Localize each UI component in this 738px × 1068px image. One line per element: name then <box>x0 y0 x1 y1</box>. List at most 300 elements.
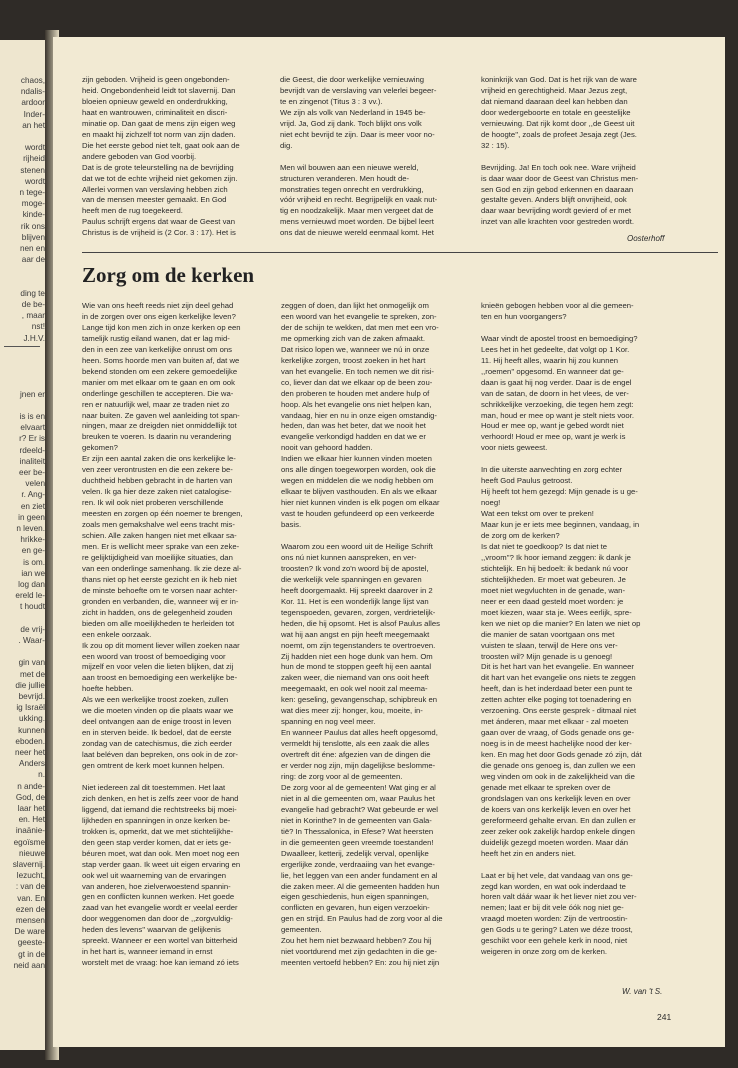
text-line: grondslagen van ons kerkelijk leven en over <box>481 793 631 803</box>
text-line: gen Gods u te gering? Laten we déze troost, <box>481 925 633 935</box>
text-line: troosten? Ik vond zo'n woord bij de apostel, <box>281 563 429 573</box>
facing-page-text-fragment: die jullie <box>15 680 45 690</box>
facing-page-text-fragment: geeste- <box>17 938 45 948</box>
facing-page-text-fragment: kunnen <box>18 725 45 735</box>
facing-page-text-fragment: en ziet <box>20 501 45 511</box>
text-line: elkaar te blijven vasthouden. En als we elkaar <box>281 487 437 497</box>
text-line: zeggen of doen, dan lijkt het onmogelijk om <box>281 301 429 310</box>
text-line <box>481 323 676 334</box>
text-line: schrikkelijke verzoeking, die tegen hem zegt: <box>481 399 634 409</box>
text-line: der de schijn te wekken, dat men met een vro- <box>281 322 439 332</box>
text-line: heeft, dan is het inderdaad beter een punt te <box>481 684 633 694</box>
facing-page-text-fragment: J.H.V. <box>23 333 45 343</box>
facing-page-text-fragment: is om. <box>23 557 45 567</box>
text-line: zeer zeker ook zakelijk hardop enkele dingen <box>481 826 635 836</box>
text-line: de zorg om de kerken? <box>481 531 560 541</box>
facing-page-text-fragment: n ande- <box>17 781 45 791</box>
facing-page-text-fragment: . Waar- <box>18 636 45 645</box>
text-line <box>281 531 476 542</box>
text-line: haat en wantrouwen, criminaliteit en discri- <box>82 107 228 117</box>
text-line: spanning en nog veel meer. <box>281 717 376 727</box>
text-line: die manier de satan voortgaan ons met <box>481 629 615 639</box>
main-article-signature: W. van 't S. <box>622 987 663 996</box>
text-line: weg vinden om ook in de zakelijkheid van die <box>481 771 635 781</box>
text-line: horen valt dáár waar ik het liever niet zou ver- <box>481 892 637 902</box>
text-line: dat niemand daaraan deel kan hebben dan <box>481 96 628 106</box>
text-line: Houd er mee op, want je gebed wordt niet <box>481 421 624 431</box>
text-line: door weggenomen dan door de ,,zorgvuldig- <box>82 914 233 924</box>
facing-page-text-fragment: nieuwe <box>19 848 45 858</box>
text-line: nemen; laat er bij dit vele óók nog niet ge- <box>481 903 624 913</box>
text-line: ken. En mag het door Gods genade zó zijn, dát <box>481 750 642 760</box>
facing-page-text-fragment: r? Er is <box>19 434 45 444</box>
text-line: dat we tot de echte vrijheid niet gekomen zijn. <box>82 173 238 183</box>
facing-page-text-fragment: jnen er <box>19 389 45 399</box>
facing-page-text-fragment: elvaart <box>20 423 45 433</box>
text-line <box>481 454 676 465</box>
text-line: Dit is het hart van het evangelie. En wanneer <box>481 662 634 672</box>
text-line: monstraties tegen onrecht en verdrukking, <box>280 184 424 194</box>
text-line: tig en noodzakelijk. Maar men vergeet dat de <box>280 206 434 216</box>
text-line: Men wil bouwen aan een nieuwe wereld, <box>280 162 419 172</box>
facing-page-text-fragment: en ge- <box>21 546 45 556</box>
text-line: inzet van alle krachten voor gestreden wordt. <box>481 217 634 227</box>
text-line: bevrijdt van de verslaving van velerlei begeer- <box>280 85 437 95</box>
text-line: duidelijk gezegd moeten worden. Maar dán <box>481 837 629 847</box>
text-line: door wedergeboorte en totale en geestelijke <box>481 107 631 117</box>
text-line: een woord van troost of bemoediging voor <box>82 651 226 661</box>
text-line: heeft God Paulus getroost. <box>481 476 573 486</box>
text-line: vermeldt hij tenslotte, als een zaak die alles <box>281 739 430 749</box>
facing-page-text-fragment: blijven <box>21 232 45 242</box>
text-line: meegemaakt, en ook wel nooit zal meema- <box>281 684 428 694</box>
text-line: onderlinge geschillen te accepteren. Die wa- <box>82 388 234 398</box>
text-line: van een onderlinge samenhang. Ik zie deze al- <box>82 563 242 573</box>
text-line: conflicten en gevaren, hun eigen verzoekin- <box>281 903 430 913</box>
facing-page-text-fragment: laar het <box>17 804 45 813</box>
text-line: Dat is de grote teleurstelling na de bevrijding <box>82 162 234 172</box>
text-line: Paulus schrijft ergens dat waar de Geest van <box>82 217 235 227</box>
article-title: Zorg om de kerken <box>82 263 255 287</box>
text-line: ook wel uit waarneming van de ervaringen <box>82 870 227 880</box>
text-line: ring: de zorg voor al de gemeenten. <box>281 771 403 781</box>
text-line: dig. <box>280 140 293 150</box>
text-line: gen en strijd. En Paulus had de zorg voor al die <box>281 914 443 924</box>
text-line: heeft het zin en anders niet. <box>481 848 576 858</box>
text-line: Ik zou op dit moment liever willen zoeken naar <box>82 640 240 650</box>
text-line: Hij heeft tot hem gezegd: Mijn genade is u ge- <box>481 487 638 497</box>
text-line: niet echt bevrijd te zijn. Daar is meer voor no- <box>280 129 435 139</box>
text-line: zaken weer, die niemand van ons ooit heeft <box>281 673 429 683</box>
facing-page-text-fragment: ding te <box>20 288 45 298</box>
facing-page-text-fragment: nen en <box>19 244 45 253</box>
text-line: heeft doorgemaakt. Hij spreekt daarover in 2 <box>281 585 433 595</box>
text-line: ken: geseling, gevangenschap, schipbreuk en <box>281 695 437 705</box>
text-line: Zij hadden niet een hoge dunk van hem. Om <box>281 651 433 661</box>
facing-page-text-fragment: r. Ang- <box>21 490 45 500</box>
text-line: sen God en zijn gebod erkennen en daaraan <box>481 184 634 194</box>
text-line: de minste behoefte om te vorsen naar achter- <box>82 585 238 595</box>
text-line: de hoogte'', zoals de profeet Jesaja zegt (Jes. <box>481 129 637 139</box>
text-line: heden des levens'' waarvan de gelijkenis <box>82 925 221 935</box>
text-line: vast te houden gefundeerd op een verkeerde <box>281 509 435 519</box>
text-line: ,,roemen'' opgesomd. En wanneer dat ge- <box>481 366 624 376</box>
text-line: gen en conflicten kunnen werken. Het goede <box>82 892 235 902</box>
facing-page-text-fragment: velen <box>25 479 45 489</box>
text-line: daar waar bevrijding wordt gevierd of er met <box>481 206 631 216</box>
text-line: is daar waar door de Geest van Christus men- <box>481 173 639 183</box>
text-line: vuisten te slaan, terwijl de Here ons ver- <box>481 640 618 650</box>
top-article-column-2 <box>280 75 460 239</box>
text-line: gemeenten. <box>281 925 322 935</box>
text-line: noeg is in de meest hachelijke nood der ker- <box>481 739 632 749</box>
facing-page-text-fragment: slavernij. <box>12 860 45 869</box>
text-line: genade met elkaar te spreken over de <box>481 782 611 792</box>
text-line: ons nú niet kunnen aanspreken, en ver- <box>281 552 417 562</box>
text-line: Die het eerste gebod niet telt, gaat ook aan de <box>82 140 240 150</box>
text-line: liggend, dat iemand die rechtstreeks bij moei- <box>82 804 237 814</box>
facing-page-text-fragment: met de <box>19 669 45 679</box>
text-line: wegen en middelen die we nodig hebben om <box>281 476 434 486</box>
facing-page-text-fragment: rijheid <box>23 154 45 164</box>
text-line: eigen geschiedenis, hun eigen spanningen, <box>281 892 429 902</box>
text-line: mens vernieuwd moet worden. De bijbel leert <box>280 217 434 227</box>
text-line: gestalte geven. Anders blijft onvrijheid, ook <box>481 195 627 205</box>
facing-page-text-fragment: neer het <box>14 748 45 757</box>
text-line: spreekt. Wanneer er een wortel van bitterheid <box>82 936 238 946</box>
text-line <box>481 152 671 163</box>
text-line: bloeien opnieuw geweld en onderdrukking, <box>82 96 228 106</box>
text-line: Zou het hem niet bezwaard hebben? Zou hij <box>281 936 432 946</box>
text-line: dit hart van het evangelie ons niets te zeggen <box>481 673 636 683</box>
text-line: Laat er bij het vele, dat vandaag van ons ge- <box>481 870 633 880</box>
text-line: den in een zee van kerkelijke onrust om ons <box>82 344 232 354</box>
text-line: er verder nog zijn, mijn dagelijkse beslomme- <box>281 761 436 771</box>
text-line: een enkele oorzaak. <box>82 629 152 639</box>
text-line: wat hij aan angst en pijn heeft meegemaakt <box>281 629 430 639</box>
main-article-column-2 <box>281 301 476 969</box>
facing-page-rule <box>4 346 40 347</box>
text-line: en in sterven beide. Ik bedoel, dat de eerste <box>82 728 232 738</box>
text-line: Wie van ons heeft reeds niet zijn deel gehad <box>82 301 234 310</box>
text-line: niet voortdurend met zijn gedachten in die ge- <box>281 947 437 957</box>
text-line: heeft men de rug toegekeerd. <box>82 206 183 216</box>
text-line: niet in Korinthe? In de gemeenten van Gala- <box>281 815 432 825</box>
text-line: ,,vroom''? Ik hoor iemand zeggen: ik dank je <box>481 552 631 562</box>
text-line: men. Er is wellicht meer sprake van een zeke- <box>82 541 240 551</box>
text-line: We zijn als volk van Nederland in 1945 be- <box>280 107 426 117</box>
facing-page-text-fragment: De ware <box>14 927 45 937</box>
text-line: Is dat niet te goedkoop? Is dat niet te <box>481 541 608 551</box>
facing-page-text-fragment: stenen <box>20 165 45 175</box>
text-line: lie, het leggen van een ander fundament en al <box>281 870 438 880</box>
text-line: kerkelijke zorgen, troost zoeken in het hart <box>281 355 426 365</box>
top-article-column-3 <box>481 75 671 228</box>
text-line: duchtheid hebben gebracht in de harten van <box>82 476 233 486</box>
text-line: zich denken, en het is zelfs zeer voor de hand <box>82 793 239 803</box>
facing-page-text-fragment: de be- <box>21 300 45 309</box>
main-article-column-3 <box>481 301 676 958</box>
text-line: hoefte hebben. <box>82 684 134 694</box>
facing-page-text-fragment: : van de <box>15 882 45 892</box>
text-line: heden, die hij opsomt. Het is alsof Paulus alles <box>281 618 440 628</box>
text-line: in het hart is, wanneer iemand in ernst <box>82 947 213 957</box>
facing-page-text-fragment: wordt <box>24 143 45 153</box>
text-line: van de satan, de doorn in het vlees, de ver- <box>481 388 629 398</box>
text-line: gekomen? <box>82 443 118 453</box>
text-line: moet niet wegvluchten in de genade, wan- <box>481 585 626 595</box>
text-line: neer er een daad gesteld moet worden: je <box>481 596 624 606</box>
text-line: tië? In Thessalonica, in Efese? Wat heersten <box>281 826 434 836</box>
facing-page-text-fragment: aar de <box>21 255 45 265</box>
text-line: een woord van het evangelie te spreken, zon- <box>281 311 437 321</box>
text-line: voor niets geweest. <box>481 443 548 453</box>
text-line: evangelie had gebracht? Wat gebeurde er wel <box>281 804 438 814</box>
page-number: 241 <box>657 1012 672 1022</box>
text-line: ven zeer verontrusten en die een zekere be- <box>82 465 233 475</box>
text-line: Er zijn een aantal zaken die ons kerkelijke le- <box>82 454 236 464</box>
text-line: meesten en zorgen op één noemer te brengen, <box>82 509 243 519</box>
text-line: hoop. Als het evangelie ons niet helpen kan, <box>281 399 432 409</box>
facing-page-text-fragment: ukking. <box>19 714 45 724</box>
text-line: 32 : 15). <box>481 140 510 150</box>
text-line: schien. Alle zaken hangen niet met elkaar sa- <box>82 531 237 541</box>
facing-page-text-fragment: God, de <box>15 792 45 802</box>
text-line: verzoening. Ons eerste gesprek - ditmaal niet <box>481 706 637 716</box>
text-line <box>82 772 272 783</box>
facing-page-text-fragment: log dan <box>18 580 45 589</box>
text-line: Christus is de vrijheid is (2 Cor. 3 : 17). Het is <box>82 228 236 238</box>
text-line: ons alle dingen toegeworpen worden, ook die <box>281 465 436 475</box>
facing-page-text-fragment: rdeeld- <box>19 445 45 455</box>
text-line: in die gemeenten geen vreemde toestanden! <box>281 837 434 847</box>
facing-page-text-fragment: Anders <box>19 759 45 769</box>
text-line: noemt, om zijn tegenstanders te overtroeven. <box>281 640 436 650</box>
text-line: structuren veranderen. Men houdt de- <box>280 173 410 183</box>
text-line: béuren moet, wat dan ook. Men moet nog een <box>82 848 240 858</box>
text-line: nooit van gehoord hadden. <box>281 443 373 453</box>
text-line: daan is gaat hij nog verder. Daar is de engel <box>481 377 632 387</box>
facing-page-text-fragment: en. Het <box>18 815 45 825</box>
text-line: lijkheden en spanningen in onze kerken be- <box>82 815 231 825</box>
facing-page-text-fragment: ereld le- <box>15 591 45 601</box>
text-line: re gelijktijdigheid van moeilijke situaties, dan <box>82 552 233 562</box>
facing-page-text-fragment: lezucht, <box>16 871 45 881</box>
text-line: geschikt voor een gehele kerk in nood, niet <box>481 936 628 946</box>
facing-page-text-fragment: t houdt <box>19 602 45 612</box>
text-line: minatie op. Dan gaat de mens zijn eigen weg <box>82 118 236 128</box>
text-line: en maakt hij zichzelf tot norm van zijn daden. <box>82 129 236 139</box>
text-line: vrijd. Ja, God zij dank. Toch blijkt ons volk <box>280 118 422 128</box>
text-line: evangelie verkondigd hadden en dat we er <box>281 432 426 442</box>
text-line: den geen stap verder komen, dat er iets ge- <box>82 837 232 847</box>
text-line: met ánderen, maar met elkaar - zal moeten <box>481 717 629 727</box>
facing-page-text-fragment: eer be- <box>19 468 45 477</box>
text-line: de koers van ons kerkelijk leven en over het <box>481 804 631 814</box>
facing-page-text-fragment: mensen <box>15 916 45 925</box>
text-line: naar buiten. Ze gaven wel aanleiding tot span- <box>82 410 240 420</box>
facing-page-text-fragment: eboden. <box>15 736 45 746</box>
text-line: overtreft dit éne: afgezien van de dingen die <box>281 750 431 760</box>
text-line: van anderen, hoe zielverwoestend spannin- <box>82 881 231 891</box>
text-line: zijn geboden. Vrijheid is geen ongebonden- <box>82 75 230 84</box>
facing-page-text-fragment: ardoor <box>21 98 45 108</box>
text-line: vernieuwing. Dat rijk komt door ,,de Geest uit <box>481 118 635 128</box>
text-line: worstelt met de vraag: hoe kan iemand zó iets <box>82 958 239 968</box>
facing-page-text-fragment: egoïsme <box>13 837 45 847</box>
text-line: mijzelf en voor velen die lieten blijken, dat zij <box>82 662 234 672</box>
text-line: breuken te voeren. Is daarin nu verandering <box>82 432 232 442</box>
text-line: ren. Ik wil ook niet proberen verschillende <box>82 498 224 508</box>
facing-page-text-fragment: in geen <box>18 512 45 522</box>
facing-page-text-fragment: is is en <box>19 412 45 421</box>
facing-page-text-fragment: n tege- <box>19 188 45 197</box>
text-line: gen omtrent de kerk moet kunnen helpen. <box>82 761 225 771</box>
text-line: laat beléven dan bepreken, ons ook in de zor- <box>82 750 238 760</box>
text-line: gereformeerd gehalte ervan. En dan zullen er <box>481 815 636 825</box>
text-line: heid. Ongebondenheid leidt tot slavernij. Dan <box>82 85 236 95</box>
text-line: weigeren in onze zorg om de kerken. <box>481 947 608 957</box>
text-line: bieden om alle moeilijkheden te herleiden tot <box>82 618 235 628</box>
facing-page-text-fragment: n. <box>38 770 45 780</box>
text-line: van het evangelie. En toch nemen we dit risi- <box>281 366 434 376</box>
facing-page-text-fragment: chaos, <box>20 76 45 85</box>
text-line: te en zingenot (Titus 3 : 3 vv.). <box>280 96 383 106</box>
text-line <box>280 152 460 163</box>
text-line: den proberen te houden met andere hulp of <box>281 388 430 398</box>
facing-page-text-fragment: inaänie- <box>15 826 45 836</box>
text-line: niet in al die gemeenten om, waar Paulus het <box>281 793 435 803</box>
text-line: noeg! <box>481 498 501 508</box>
text-line: aan troost en bemoediging een werkelijke be- <box>82 673 238 683</box>
text-line: vóór vrijheid en recht. Begrijpelijk en vaak nut- <box>280 195 438 205</box>
text-line: Dwaalleer, ketterij, zedelijk verval, openlijke <box>281 848 429 858</box>
text-line: zicht in hadden, ons de gelegenheid zouden <box>82 607 233 617</box>
text-line: zetten achter elke poging tot toenadering en <box>481 695 632 705</box>
facing-page-text-fragment: kinde- <box>22 210 45 220</box>
facing-page-text-fragment: gt in de <box>18 949 45 959</box>
facing-page-text-fragment: neid aan <box>13 960 45 970</box>
facing-page-text-fragment: moge- <box>21 199 45 209</box>
text-line: Niet iedereen zal dit toestemmen. Het laat <box>82 782 226 792</box>
facing-page-text-fragment: nst! <box>31 322 45 332</box>
facing-page-text-fragment: hrikke- <box>20 535 45 545</box>
text-line: troosten wil? Mijn genade is u genoeg! <box>481 651 613 661</box>
facing-page-text-fragment: n leven. <box>16 524 45 533</box>
text-line: ningen, maar ze dreigden niet onmiddellijk tot <box>82 421 237 431</box>
text-line: Waarom zou een woord uit de Heilige Schrift <box>281 541 433 551</box>
text-line: Bevrijding. Ja! En toch ook nee. Ware vrijheid <box>481 162 636 172</box>
text-line: thans niet op het eerste gezicht en ik heb niet <box>82 574 237 584</box>
text-line: zoals men gemakshalve wel eens tracht mis- <box>82 520 235 530</box>
text-line: ons dat de nieuwe wereld eenmaal komt. Het <box>280 228 434 238</box>
text-line: Wat een tekst om over te preken! <box>481 509 594 519</box>
text-line: Als we een werkelijke troost zoeken, zullen <box>82 695 229 705</box>
text-line: hier niet kunnen vinden is elk pogen om elkaar <box>281 498 440 508</box>
top-article-signature: Oosterhoff <box>627 234 665 243</box>
text-line: me opmerking zich van de zaken afmaakt. <box>281 333 425 343</box>
text-line <box>481 860 676 871</box>
text-line: stichtelijkheden. Er moet wat gebeuren. Je <box>481 574 626 584</box>
facing-page-text-fragment: ezen de <box>15 904 45 914</box>
text-line: vraagd moeten worden: Zijn de vertroostin- <box>481 914 628 924</box>
text-line: gaan over de vraag, of Gods genade ons ge- <box>481 728 635 738</box>
text-line: basis. <box>281 520 302 530</box>
text-line: co, liever dan dat we elkaar op de been zou- <box>281 377 433 387</box>
facing-page-text-fragment: inaliteit <box>19 456 45 466</box>
text-line: moet kiezen, waar sta je. Wees eerlijk, spre- <box>481 607 632 617</box>
text-line: bekend stonden om een zekere gemoedelijke <box>82 366 238 376</box>
text-line: stichtelijk. En hij bedoelt: ik bedank nú voor <box>481 563 629 573</box>
facing-page-text-fragment: van. En <box>17 893 45 903</box>
text-line: In die uiterste aanvechting en zorg echter <box>481 465 623 475</box>
facing-page-text-fragment: , maar <box>21 311 45 321</box>
section-divider <box>82 252 718 253</box>
facing-page-text-fragment: ndalis- <box>20 87 45 97</box>
text-line: gronden en verbanden, die, wanneer wij er in- <box>82 596 239 606</box>
main-article-column-1 <box>82 301 272 969</box>
facing-page-text-fragment: an het <box>22 120 45 130</box>
text-line: ken we niet op die manier? En laten we niet op <box>481 618 641 628</box>
text-line: tamelijk rustig eiland wanen, dat er lag mid- <box>82 333 230 343</box>
text-line: 11. Hij heeft alles, waarin hij zou kunnen <box>481 355 619 365</box>
text-line: die zaken meer. Al die gemeenten hadden hun <box>281 881 440 891</box>
text-line: En wanneer Paulus dat alles heeft opgesomd, <box>281 728 438 738</box>
text-line: ren er natuurlijk wel, maar ze traden niet zo <box>82 399 230 409</box>
text-line: van de mensen meester gemaakt. En God <box>82 195 227 205</box>
text-line: andere geboden van God voorbij. <box>82 151 197 161</box>
text-line: hun de mond te stoppen geeft hij een aantal <box>281 662 432 672</box>
text-line: Dat risico lopen we, wanneer we nú in onze <box>281 344 430 354</box>
text-line: Waar vindt de apostel troost en bemoediging? <box>481 333 638 343</box>
text-line: koninkrijk van God. Dat is het rijk van de ware <box>481 75 637 84</box>
text-line: tegenspoeden, gevaren, zorgen, verdrietelijk- <box>281 607 436 617</box>
text-line: velen. Ik ga hier deze zaken niet catalogise- <box>82 487 232 497</box>
text-line: heen. Soms hoorde men van buiten af, dat we <box>82 355 240 365</box>
text-line: die werkelijk vele spanningen en gevaren <box>281 574 422 584</box>
text-line: die genade ons genoeg is, dan zullen we een <box>481 761 636 771</box>
text-line: ten en hun voorgangers? <box>481 311 567 321</box>
text-line: verhoord! Houd er mee op, want je werk is <box>481 432 626 442</box>
text-line: zaad van het evangelie wordt er veelal eerder <box>82 903 238 913</box>
text-line: die Geest, die door werkelijke vernieuwing <box>280 75 425 84</box>
text-line: meenten vertoefd hebben? En: zou hij niet zijn <box>281 958 440 968</box>
text-line: trokken is, opmerkt, dat we met stichtelijkhe- <box>82 826 234 836</box>
facing-page-text-fragment: rik ons <box>20 221 45 231</box>
text-line: Allerlei vormen van verslaving hebben zich <box>82 184 228 194</box>
facing-page-fragment <box>0 40 49 1050</box>
text-line: heden, dan was het beter, dat we nooit het <box>281 421 426 431</box>
text-line: deel ontvangen aan de enige troost in leven <box>82 717 232 727</box>
facing-page-text-fragment: gin van <box>18 658 45 668</box>
facing-page-text-fragment: ig Israël <box>16 703 45 713</box>
top-article-column-1 <box>82 75 262 239</box>
text-line: Indien we elkaar hier kunnen vinden moeten <box>281 454 432 464</box>
facing-page-text-fragment: ian we <box>21 568 45 578</box>
text-line: knieën gebogen hebben voor al die gemeen- <box>481 301 634 310</box>
facing-page-text-fragment: wordt <box>24 176 45 186</box>
text-line: De zorg voor al de gemeenten! Wat ging er al <box>281 782 436 792</box>
text-line: ergerlijke zonde, verdraaiing van het evange- <box>281 859 435 869</box>
facing-page-text-fragment: de vrij- <box>20 624 45 634</box>
text-line: Lees het in het gedeelte, dat volgt op 1 Kor. <box>481 344 630 354</box>
text-line: in de zorgen over ons eigen kerkelijke leven? <box>82 311 236 321</box>
text-line: we die moeten vinden op die plaats waar we <box>82 706 234 716</box>
text-line: man, houd er mee op want je stelt niets voor. <box>481 410 634 420</box>
facing-page-text-fragment: Inder- <box>23 109 45 119</box>
text-line: vandaag, hier en nu in onze eigen omstandig- <box>281 410 437 420</box>
text-line: manier om met elkaar om te gaan en om ook <box>82 377 235 387</box>
